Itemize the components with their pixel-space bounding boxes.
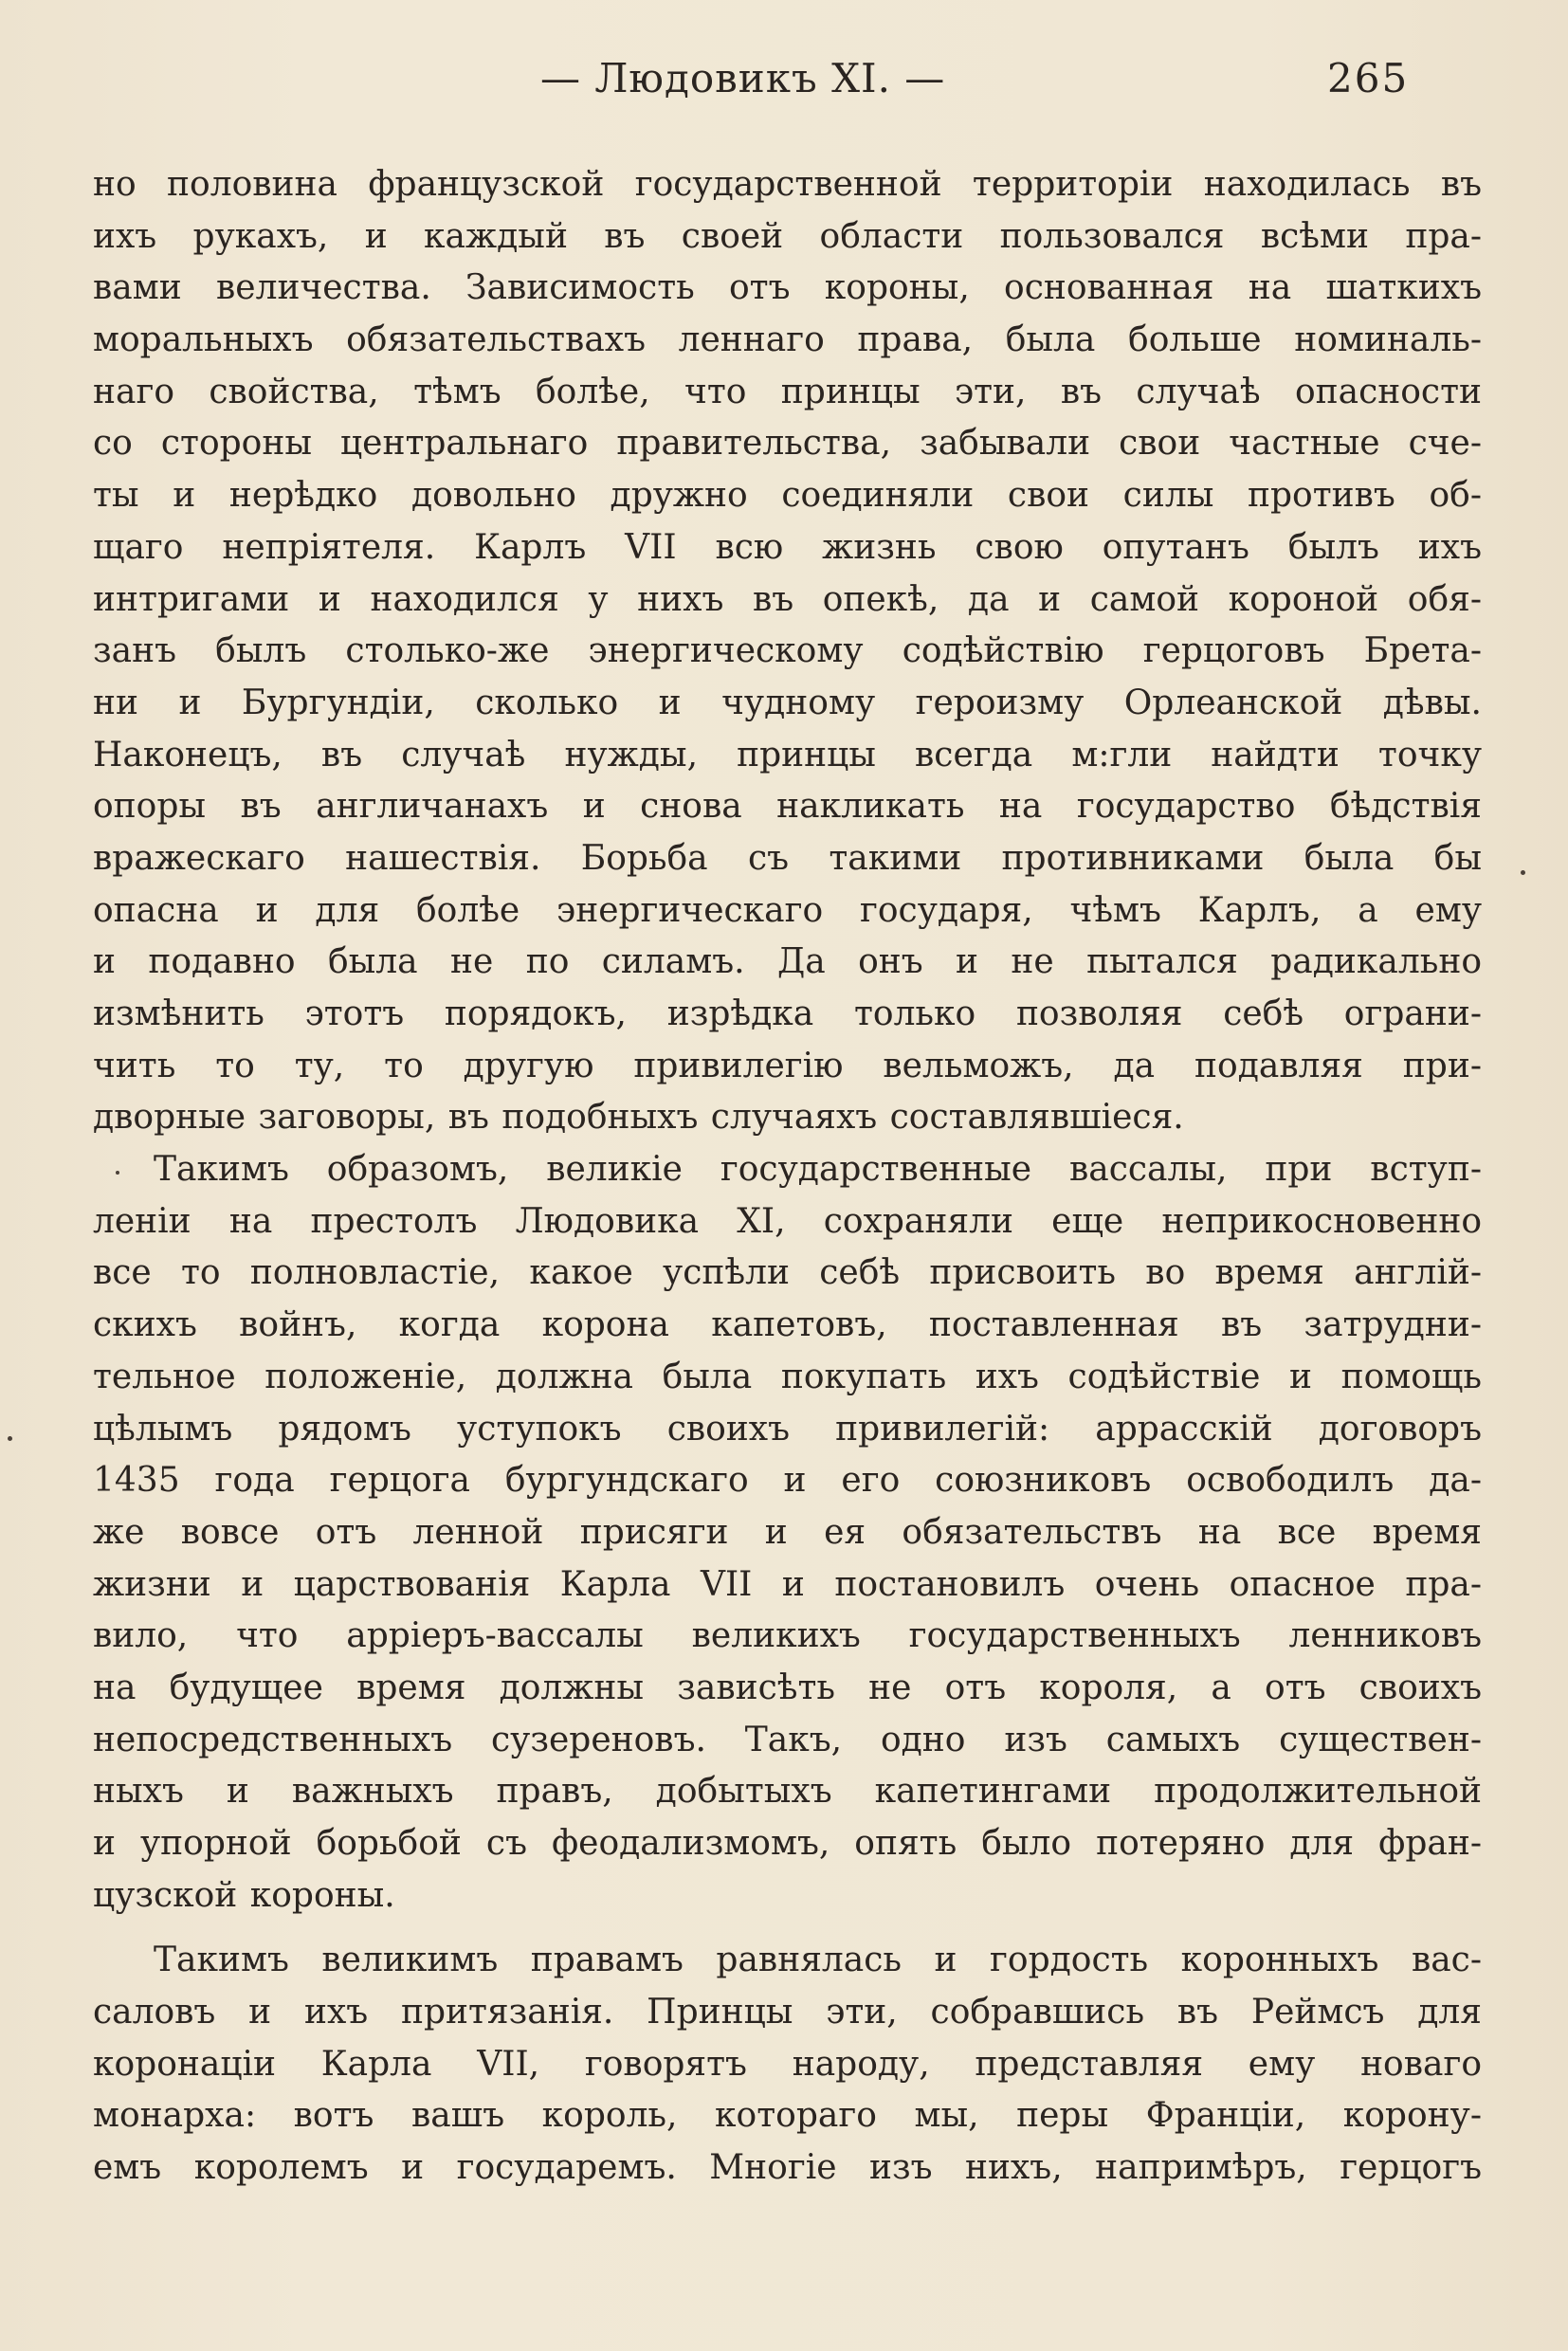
text-line: и упорной борьбой съ феодализмомъ, опять было потеряно для фран- — [93, 1824, 1482, 1863]
text-line: Наконецъ, въ случаѣ нужды, принцы всегда м:гли найдти точку — [93, 735, 1482, 775]
paragraph-2 — [93, 1144, 1482, 1922]
text-line: но половина французской государственной территорiи находилась въ — [93, 165, 1482, 204]
text-line: 1435 года герцога бургундскаго и его союзниковъ освободилъ да- — [93, 1461, 1482, 1501]
paragraph-3 — [93, 1935, 1482, 2194]
text-line: Такимъ великимъ правамъ равнялась и гордость коронныхъ вас- — [154, 1941, 1482, 1980]
text-line: и подавно была не по силамъ. Да онъ и не пытался радикально — [93, 942, 1482, 982]
text-line: емъ королемъ и государемъ. Многiе изъ нихъ, напримѣръ, герцогъ — [93, 2148, 1482, 2188]
text-line: щаго непрiятеля. Карлъ VII всю жизнь свою опутанъ былъ ихъ — [93, 527, 1482, 567]
running-title: — Людовикъ XI. — — [540, 55, 946, 101]
text-line: наго свойства, тѣмъ болѣе, что принцы эти, въ случаѣ опасности — [93, 372, 1482, 411]
ink-speck — [1521, 870, 1525, 875]
text-line: ленiи на престолъ Людовика XI, сохраняли еще неприкосновенно — [93, 1201, 1482, 1241]
text-line: коронацiи Карла VII, говорятъ народу, представляя ему новаго — [93, 2044, 1482, 2084]
text-line: саловъ и ихъ притязанiя. Принцы эти, собравшись въ Реймсъ для — [93, 1993, 1482, 2032]
text-line: же вовсе отъ ленной присяги и ея обязательствъ на все время — [93, 1512, 1482, 1552]
ink-speck — [116, 1171, 119, 1175]
ink-speck — [8, 1436, 12, 1441]
text-line: измѣнить этотъ порядокъ, изрѣдка только позволяя себѣ ограни- — [93, 994, 1482, 1033]
text-line: вило, что аррiеръ-вассалы великихъ государственныхъ ленниковъ — [93, 1616, 1482, 1656]
text-line: скихъ войнъ, когда корона капетовъ, поставленная въ затрудни- — [93, 1305, 1482, 1345]
page-number: 265 — [1327, 55, 1410, 101]
text-line: ихъ рукахъ, и каждый въ своей области пользовался всѣми пра- — [93, 216, 1482, 256]
text-line: моральныхъ обязательствахъ леннаго права, была больше номиналь- — [93, 320, 1482, 360]
text-line: непосредственныхъ сузереновъ. Такъ, одно изъ самыхъ существен- — [93, 1720, 1482, 1759]
paragraph-1 — [93, 159, 1482, 1144]
text-line: занъ былъ столько-же энергическому содѣйствiю герцоговъ Брета- — [93, 631, 1482, 671]
text-line: дворные заговоры, въ подобныхъ случаяхъ составлявшiеся. — [93, 1098, 1184, 1138]
text-line: ныхъ и важныхъ правъ, добытыхъ капетингами продолжительной — [93, 1772, 1482, 1812]
text-line: тельное положенiе, должна была покупать ихъ содѣйствiе и помощь — [93, 1357, 1482, 1396]
body-text — [93, 159, 1482, 2195]
text-line: опоры въ англичанахъ и снова накликать на государство бѣдствiя — [93, 787, 1482, 827]
text-line: опасна и для болѣе энергическаго государя, чѣмъ Карлъ, а ему — [93, 890, 1482, 930]
paragraph-gap — [93, 1922, 1482, 1935]
text-line: жизни и царствованiя Карла VII и постановилъ очень опасное пра- — [93, 1564, 1482, 1604]
text-line: ты и нерѣдко довольно дружно соединяли свои силы противъ об- — [93, 476, 1482, 516]
text-line: Такимъ образомъ, великiе государственные вассалы, при вступ- — [154, 1150, 1482, 1190]
text-line: на будущее время должны зависѣть не отъ короля, а отъ своихъ — [93, 1668, 1482, 1707]
text-line: вражескаго нашествiя. Борьба съ такими противниками была бы — [93, 838, 1482, 878]
page-header — [0, 55, 1568, 112]
text-line: ни и Бургундiи, сколько и чудному героизму Орлеанской дѣвы. — [93, 683, 1482, 722]
text-line: цузской короны. — [93, 1875, 395, 1915]
text-line: чить то ту, то другую привилегiю вельможъ, да подавляя при- — [93, 1046, 1482, 1085]
text-line: интригами и находился у нихъ въ опекѣ, да и самой короной обя- — [93, 579, 1482, 619]
text-line: цѣлымъ рядомъ уступокъ своихъ привилегiй: аррасскiй договоръ — [93, 1409, 1482, 1449]
text-line: монарха: вотъ вашъ король, котораго мы, перы Францiи, корону- — [93, 2096, 1482, 2136]
text-line: вами величества. Зависимость отъ короны, основанная на шаткихъ — [93, 268, 1482, 308]
text-line: все то полновластiе, какое успѣли себѣ присвоить во время англiй- — [93, 1253, 1482, 1293]
text-line: со стороны центральнаго правительства, забывали свои частные сче- — [93, 424, 1482, 464]
